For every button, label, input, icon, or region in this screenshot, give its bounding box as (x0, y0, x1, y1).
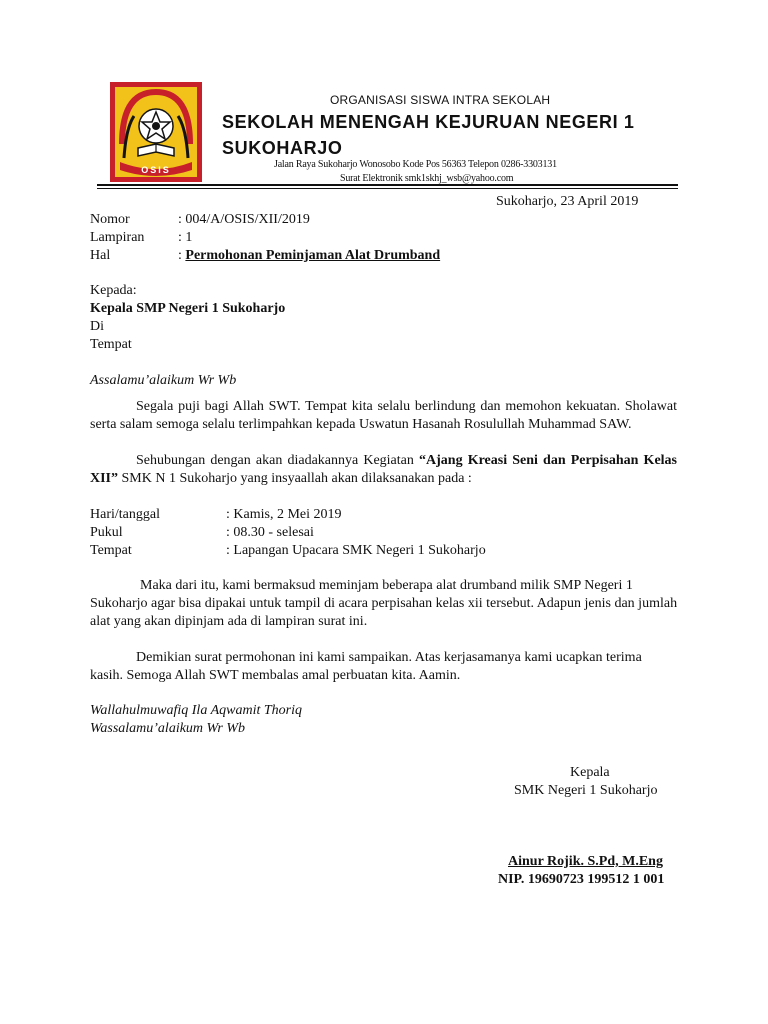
paragraph-request: Maka dari itu, kami bermaksud meminjam beberapa alat drumband milik SMP Negeri 1 Sukoharjo agar bisa dipakai untuk tampil di acara perpisahan kelas xii tersebut. Adapun jenis dan jumlah alat yang akan dipinjam ada di lampiran surat ini. (90, 578, 678, 629)
paragraph-closing: Demikian surat permohonan ini kami sampaikan. Atas kerjasamanya kami ucapkan terima kasih. Semoga Allah SWT membalas amal perbuatan kita. Aamin. (90, 650, 642, 683)
closing-line-2: Wassalamu’alaikum Wr Wb (90, 721, 246, 736)
meta-value: : 004/A/OSIS/XII/2019 (178, 212, 310, 227)
signature-name: Ainur Rojik. S.Pd, M.Eng (508, 854, 663, 869)
event-name: “Ajang Kreasi Seni dan Perpisahan Kelas XII” (90, 453, 677, 486)
greeting: Assalamu’alaikum Wr Wb (90, 373, 237, 388)
p2-before: Sehubungan dengan akan diadakannya Kegiatan (136, 453, 420, 468)
recipient-di: Di (90, 319, 104, 334)
recipient-place: Tempat (90, 337, 132, 352)
recipient-name: Kepala SMP Negeri 1 Sukoharjo (90, 301, 286, 316)
address-line: Jalan Raya Sukoharjo Wonosobo Kode Pos 56363 Telepon 0286-3303131 (274, 159, 557, 170)
closing-line-1: Wallahulmuwafiq Ila Aqwamit Thoriq (90, 703, 302, 718)
email-line: Surat Elektronik smk1skhj_wsb@yahoo.com (340, 173, 514, 184)
signature-title: Kepala (570, 765, 610, 780)
letter-date: Sukoharjo, 23 April 2019 (496, 194, 639, 209)
meta-colon: : (178, 248, 186, 263)
header-rule-thin (97, 188, 678, 189)
event-value: : Lapangan Upacara SMK Negeri 1 Sukoharjo (226, 543, 486, 558)
osis-logo (110, 82, 202, 182)
meta-label: Hal (90, 248, 111, 263)
letter-subject: Permohonan Peminjaman Alat Drumband (185, 248, 441, 263)
paragraph-opening: Segala puji bagi Allah SWT. Tempat kita selalu berlindung dan memohon kekuatan. Sholawat serta salam semoga selalu terlimpahkan kepada Uswatun Hasanah Rosulullah Muhammad SAW. (90, 399, 677, 432)
address-block (274, 158, 654, 186)
logo-text: OSIS (141, 165, 171, 175)
p2-after: SMK N 1 Sukoharjo yang insyaallah akan dilaksanakan pada : (118, 471, 472, 486)
school-name: SEKOLAH MENENGAH KEJURUAN NEGERI 1 SUKOHARJO (222, 112, 635, 158)
meta-value (178, 247, 440, 265)
meta-label: Nomor (90, 212, 130, 227)
event-value: : Kamis, 2 Mei 2019 (226, 507, 342, 522)
event-label: Pukul (90, 525, 123, 540)
paragraph-event-intro (90, 452, 677, 488)
event-label: Tempat (90, 543, 132, 558)
recipient-kepada: Kepada: (90, 283, 137, 298)
organization-name: ORGANISASI SISWA INTRA SEKOLAH (330, 93, 551, 107)
signature-nip: NIP. 19690723 199512 1 001 (498, 872, 665, 887)
event-value: : 08.30 - selesai (226, 525, 314, 540)
meta-label: Lampiran (90, 230, 145, 245)
signature-institution: SMK Negeri 1 Sukoharjo (514, 783, 658, 798)
event-label: Hari/tanggal (90, 507, 160, 522)
header-rule-thick (97, 184, 678, 186)
meta-value: : 1 (178, 230, 193, 245)
